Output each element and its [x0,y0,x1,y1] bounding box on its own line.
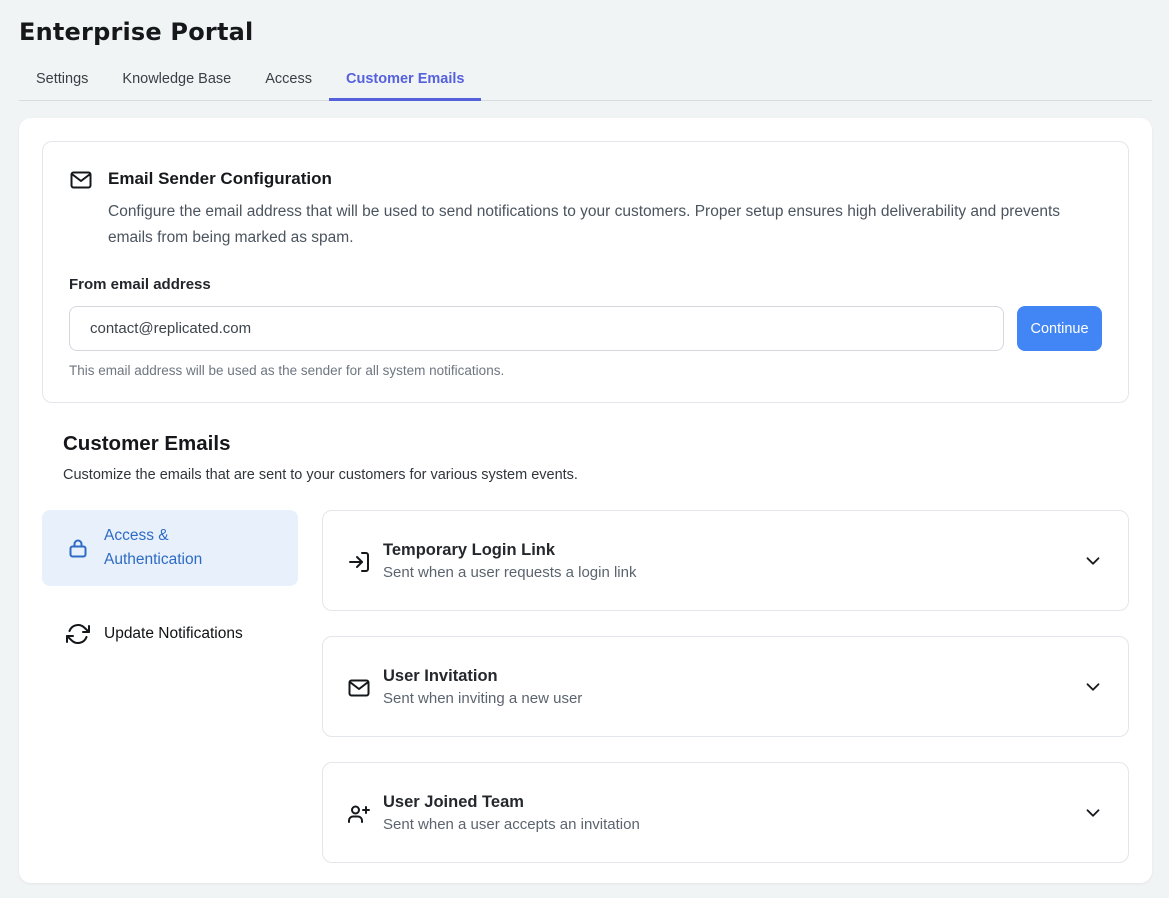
email-card-user-invitation[interactable] [322,636,1129,737]
email-card-subtitle: Sent when a user requests a login link [383,563,637,581]
continue-button[interactable]: Continue [1017,306,1102,351]
card-description: Configure the email address that will be used to send notifications to your customers. Proper setup ensures high deliverability and prevents emails from being marked as spam. [108,203,1061,246]
tab-knowledge-base[interactable]: Knowledge Base [105,71,248,100]
tab-settings[interactable]: Settings [19,71,105,100]
chevron-down-icon[interactable] [1082,676,1104,698]
refresh-icon [66,622,90,646]
mail-icon [347,676,371,700]
email-template-list [322,510,1129,863]
sidebar-item-update-notifications[interactable] [42,608,298,660]
sidebar-item-label: Access & Authentication [104,527,203,569]
email-card-subtitle: Sent when inviting a new user [383,689,583,707]
log-in-icon [347,550,371,574]
lock-icon [66,536,90,560]
customer-emails-subtitle: Customize the emails that are sent to your customers for various system events. [63,467,578,484]
tab-access[interactable]: Access [248,71,329,100]
chevron-down-icon[interactable] [1082,550,1104,572]
main-panel [19,118,1152,883]
sidebar-item-access-authentication[interactable] [42,510,298,586]
from-email-input[interactable] [69,306,1004,351]
email-sender-configuration-card [42,141,1129,403]
email-card-title: Temporary Login Link [383,540,556,559]
email-card-temporary-login-link[interactable] [322,510,1129,611]
tab-bar [19,71,1152,101]
customer-emails-heading: Customer Emails [63,432,231,456]
chevron-down-icon[interactable] [1082,802,1104,824]
email-card-user-joined-team[interactable] [322,762,1129,863]
email-card-title: User Invitation [383,666,498,685]
email-helper-text: This email address will be used as the sender for all system notifications. [69,363,505,379]
email-category-sidebar [42,510,298,863]
email-card-title: User Joined Team [383,792,524,811]
page-title: Enterprise Portal [19,18,254,46]
email-card-subtitle: Sent when a user accepts an invitation [383,815,640,833]
tab-customer-emails[interactable]: Customer Emails [329,71,481,100]
card-title: Email Sender Configuration [108,169,332,188]
mail-icon [69,168,93,192]
user-plus-icon [347,802,371,826]
sidebar-item-label: Update Notifications [104,625,243,643]
from-email-label: From email address [69,276,211,294]
